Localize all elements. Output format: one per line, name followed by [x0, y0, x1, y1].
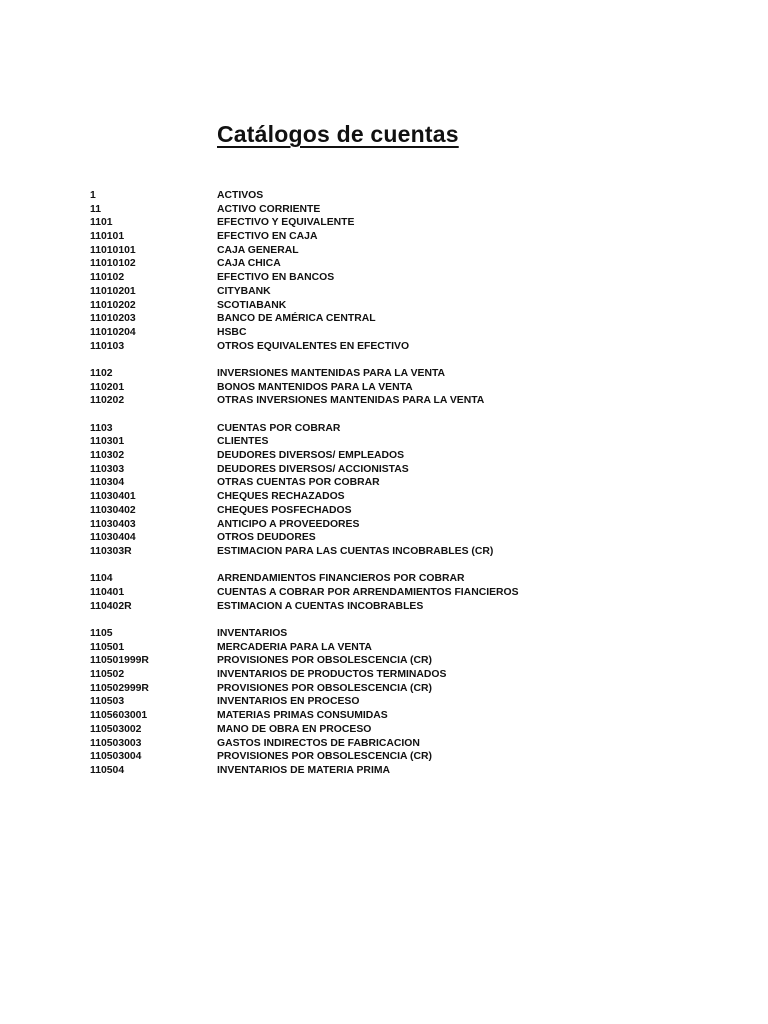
account-name: CAJA GENERAL [217, 244, 299, 256]
account-row [90, 695, 730, 709]
account-name: PROVISIONES POR OBSOLESCENCIA (CR) [217, 655, 432, 667]
account-code: 11010203 [90, 313, 136, 325]
account-code: 110502999R [90, 682, 149, 694]
account-code: 110302 [90, 450, 125, 462]
account-row [90, 627, 730, 641]
account-name: ACTIVO CORRIENTE [217, 203, 321, 215]
account-row [90, 394, 730, 408]
account-name: DEUDORES DIVERSOS/ ACCIONISTAS [217, 463, 409, 475]
account-name: MANO DE OBRA EN PROCESO [217, 723, 372, 735]
account-name: CLIENTES [217, 436, 269, 448]
account-name: DEUDORES DIVERSOS/ EMPLEADOS [217, 450, 405, 462]
account-code: 11010102 [90, 258, 136, 270]
account-row [90, 641, 730, 655]
account-row [90, 463, 730, 477]
account-name: CHEQUES RECHAZADOS [217, 491, 345, 503]
account-row [90, 340, 730, 354]
account-row [90, 257, 730, 271]
account-name: EFECTIVO EN CAJA [217, 231, 318, 243]
account-code: 11010201 [90, 285, 136, 297]
account-row [90, 764, 730, 778]
account-row [90, 750, 730, 764]
account-name: CUENTAS A COBRAR POR ARRENDAMIENTOS FIANCIEROS [217, 586, 519, 598]
account-row [90, 312, 730, 326]
account-code: 1105603001 [90, 710, 148, 722]
account-row [90, 203, 730, 217]
account-group [90, 627, 730, 778]
account-code: 110502 [90, 669, 125, 681]
account-code: 110501 [90, 641, 125, 653]
account-row [90, 435, 730, 449]
account-name: CITYBANK [217, 285, 271, 297]
account-code: 110401 [90, 586, 125, 598]
account-code: 110103 [90, 340, 125, 352]
account-name: INVERSIONES MANTENIDAS PARA LA VENTA [217, 367, 446, 379]
account-name: ACTIVOS [217, 190, 264, 201]
account-name: CHEQUES POSFECHADOS [217, 504, 352, 516]
account-row [90, 326, 730, 340]
account-code: 110102 [90, 272, 125, 284]
account-code: 11030402 [90, 504, 136, 516]
account-name: BONOS MANTENIDOS PARA LA VENTA [217, 381, 413, 393]
account-name: BANCO DE AMÉRICA CENTRAL [217, 313, 376, 325]
account-code: 11010204 [90, 326, 136, 338]
account-name: OTROS DEUDORES [217, 532, 316, 544]
account-code: 1105 [90, 628, 113, 639]
account-code: 1101 [90, 217, 113, 229]
account-row [90, 737, 730, 751]
account-code: 110201 [90, 381, 125, 393]
account-row [90, 381, 730, 395]
account-code: 110402R [90, 600, 132, 612]
account-code: 110503003 [90, 737, 142, 749]
account-row [90, 682, 730, 696]
account-code: 1104 [90, 573, 113, 585]
account-code: 110501999R [90, 655, 149, 667]
account-row [90, 504, 730, 518]
account-row [90, 490, 730, 504]
account-group [90, 189, 730, 353]
account-row [90, 216, 730, 230]
account-row [90, 271, 730, 285]
page-title: Catálogos de cuentas [217, 121, 459, 147]
account-code: 11010202 [90, 299, 136, 311]
account-code: 11030403 [90, 518, 136, 530]
account-code: 110503002 [90, 723, 142, 735]
account-name: CAJA CHICA [217, 258, 281, 270]
account-name: GASTOS INDIRECTOS DE FABRICACION [217, 737, 420, 749]
account-name: ARRENDAMIENTOS FINANCIEROS POR COBRAR [217, 573, 465, 585]
account-code: 110503004 [90, 751, 142, 763]
account-code: 110303 [90, 463, 125, 475]
account-code: 11030401 [90, 491, 136, 503]
account-name: MERCADERIA PARA LA VENTA [217, 641, 372, 653]
account-name: PROVISIONES POR OBSOLESCENCIA (CR) [217, 751, 432, 763]
account-name: OTRAS CUENTAS POR COBRAR [217, 477, 380, 489]
account-name: ANTICIPO A PROVEEDORES [217, 518, 360, 530]
account-name: INVENTARIOS [217, 628, 288, 639]
account-name: CUENTAS POR COBRAR [217, 422, 341, 434]
account-row [90, 285, 730, 299]
account-code: 110503 [90, 696, 125, 708]
account-name: INVENTARIOS DE MATERIA PRIMA [217, 764, 390, 776]
account-row [90, 476, 730, 490]
account-name: PROVISIONES POR OBSOLESCENCIA (CR) [217, 682, 432, 694]
account-code: 110304 [90, 477, 125, 489]
account-row [90, 422, 730, 436]
account-row [90, 367, 730, 381]
account-row [90, 572, 730, 586]
account-row [90, 230, 730, 244]
account-row [90, 586, 730, 600]
account-name: INVENTARIOS DE PRODUCTOS TERMINADOS [217, 669, 447, 681]
account-code: 1102 [90, 367, 113, 379]
account-code: 1103 [90, 422, 113, 434]
account-name: EFECTIVO EN BANCOS [217, 272, 335, 284]
account-row [90, 449, 730, 463]
account-row [90, 531, 730, 545]
account-row [90, 668, 730, 682]
account-row [90, 299, 730, 313]
account-name: ESTIMACION A CUENTAS INCOBRABLES [217, 600, 424, 612]
account-name: ESTIMACION PARA LAS CUENTAS INCOBRABLES (CR) [217, 545, 494, 557]
account-row [90, 189, 730, 203]
account-catalog [90, 189, 730, 791]
account-row [90, 723, 730, 737]
account-name: EFECTIVO Y EQUIVALENTE [217, 217, 355, 229]
account-row [90, 518, 730, 532]
account-code: 11 [90, 203, 101, 215]
account-name: INVENTARIOS EN PROCESO [217, 696, 360, 708]
account-code: 110303R [90, 545, 132, 557]
account-row [90, 244, 730, 258]
account-name: OTRAS INVERSIONES MANTENIDAS PARA LA VENTA [217, 395, 485, 407]
account-code: 110301 [90, 436, 125, 448]
account-row [90, 600, 730, 614]
account-group [90, 572, 730, 613]
account-row [90, 654, 730, 668]
account-name: SCOTIABANK [217, 299, 287, 311]
account-name: MATERIAS PRIMAS CONSUMIDAS [217, 710, 388, 722]
account-code: 110101 [90, 231, 125, 243]
account-code: 1 [90, 190, 96, 201]
account-row [90, 709, 730, 723]
account-code: 11010101 [90, 244, 136, 256]
account-code: 110202 [90, 395, 125, 407]
account-group [90, 367, 730, 408]
account-code: 11030404 [90, 532, 136, 544]
account-group [90, 422, 730, 559]
account-name: OTROS EQUIVALENTES EN EFECTIVO [217, 340, 410, 352]
account-row [90, 545, 730, 559]
account-name: HSBC [217, 326, 247, 338]
account-code: 110504 [90, 764, 125, 776]
